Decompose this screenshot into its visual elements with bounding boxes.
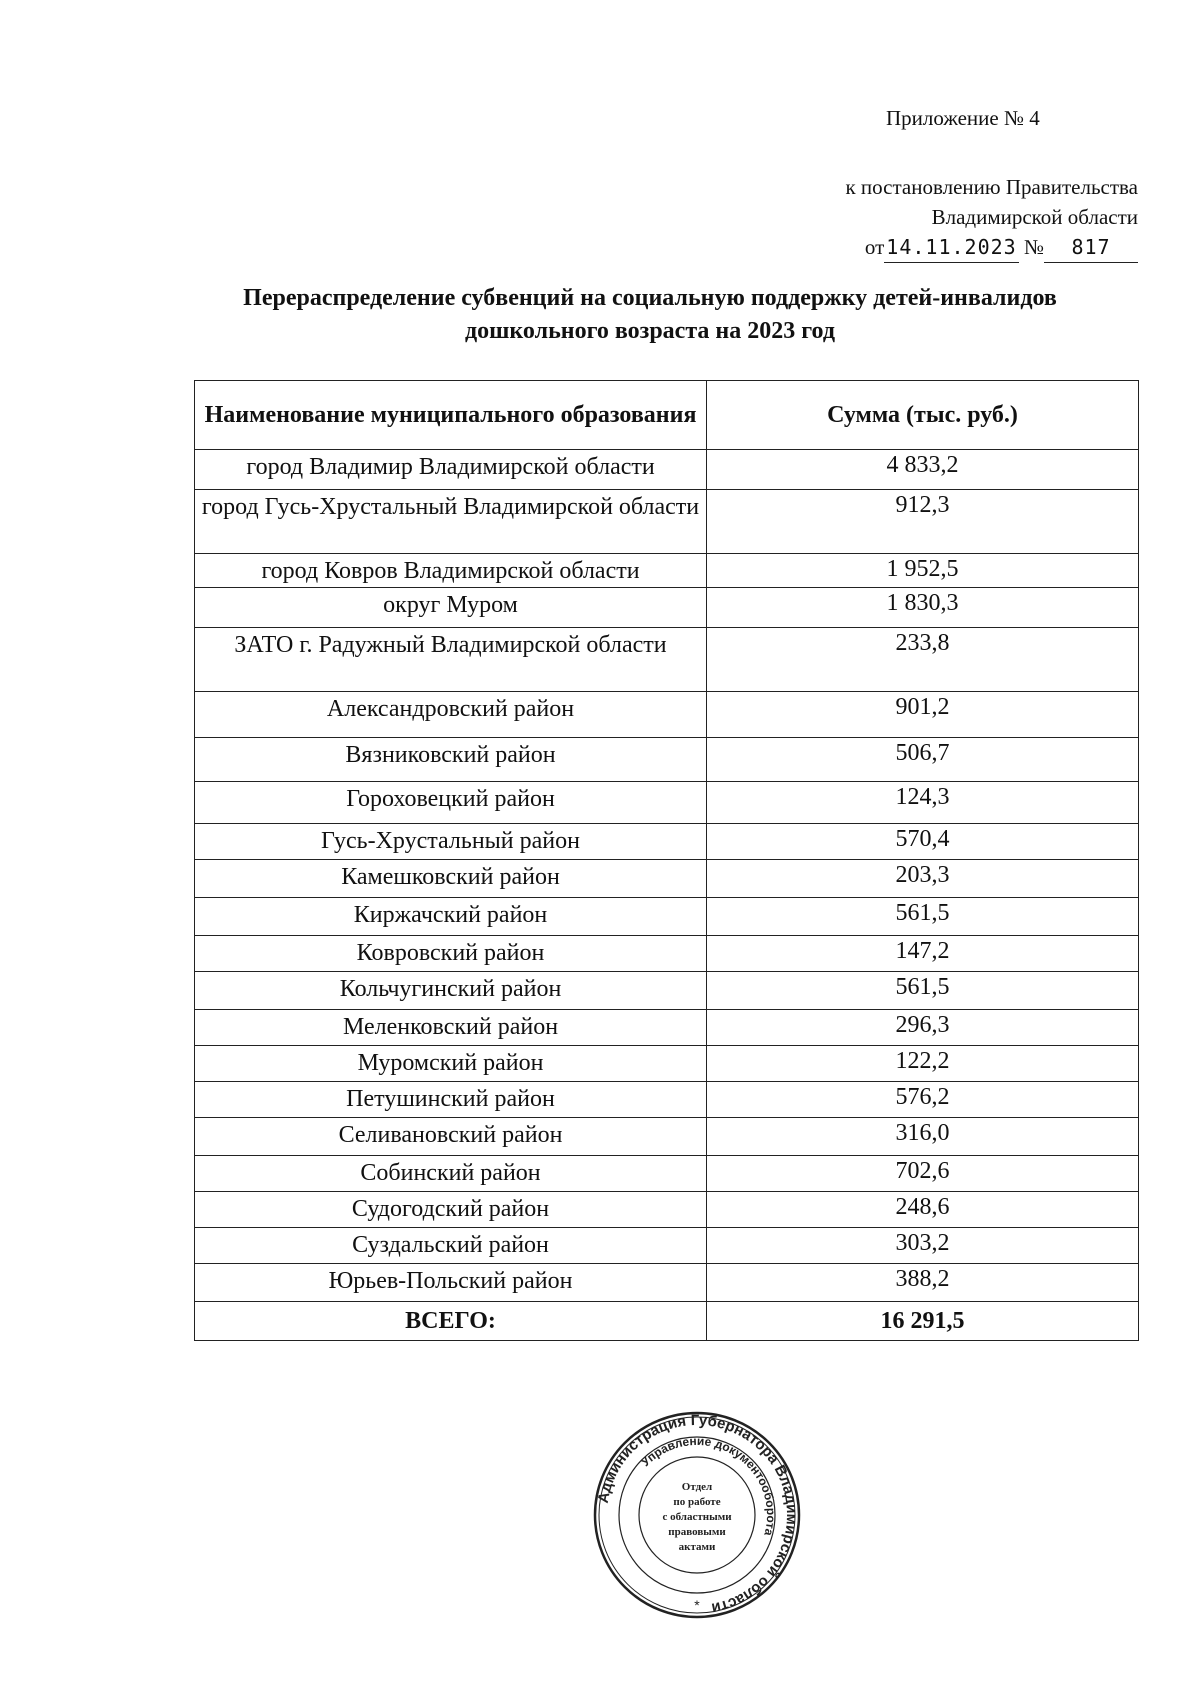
decree-line-2: Владимирской области xyxy=(931,205,1138,229)
table-row xyxy=(195,1046,1139,1082)
municipality-name: Александровский район xyxy=(195,692,707,738)
table-row xyxy=(195,972,1139,1010)
municipality-name: Юрьев-Польский район xyxy=(195,1264,707,1302)
municipality-name: ЗАТО г. Радужный Владимирской области xyxy=(195,628,707,692)
stamp-star: * xyxy=(694,1597,700,1613)
decree-date: 14.11.2023 xyxy=(884,232,1018,263)
subsidy-table xyxy=(194,380,1139,1341)
municipality-name: Ковровский район xyxy=(195,936,707,972)
subsidy-amount: 4 833,2 xyxy=(707,450,1139,490)
subsidy-amount: 296,3 xyxy=(707,1010,1139,1046)
table-row xyxy=(195,1264,1139,1302)
subsidy-amount: 147,2 xyxy=(707,936,1139,972)
table-row xyxy=(195,782,1139,824)
table-row xyxy=(195,490,1139,554)
stamp-center-line-5: актами xyxy=(678,1541,716,1553)
stamp-center-line-3: с областными xyxy=(662,1511,732,1523)
table-row xyxy=(195,450,1139,490)
decree-date-line xyxy=(760,232,1138,263)
table-row xyxy=(195,692,1139,738)
table-row xyxy=(195,554,1139,588)
municipality-name: Селивановский район xyxy=(195,1118,707,1156)
municipality-name: Меленковский район xyxy=(195,1010,707,1046)
table-row xyxy=(195,628,1139,692)
subsidy-amount: 233,8 xyxy=(707,628,1139,692)
table-row xyxy=(195,898,1139,936)
subsidy-amount: 912,3 xyxy=(707,490,1139,554)
table-row xyxy=(195,936,1139,972)
table-body xyxy=(195,450,1139,1302)
municipality-name: Гороховецкий район xyxy=(195,782,707,824)
table-row xyxy=(195,860,1139,898)
municipality-name: Кольчугинский район xyxy=(195,972,707,1010)
title-line-2: дошкольного возраста на 2023 год xyxy=(465,318,835,344)
table-row xyxy=(195,738,1139,782)
municipality-name: Суздальский район xyxy=(195,1228,707,1264)
municipality-name: Петушинский район xyxy=(195,1082,707,1118)
subsidy-amount: 124,3 xyxy=(707,782,1139,824)
table-row xyxy=(195,1118,1139,1156)
table-row xyxy=(195,588,1139,628)
total-row xyxy=(195,1302,1139,1341)
appendix-label: Приложение № 4 xyxy=(886,106,1040,130)
column-header-name: Наименование муниципального образования xyxy=(195,381,707,450)
date-prefix: от xyxy=(864,235,885,259)
decree-line-1: к постановлению Правительства xyxy=(845,175,1138,199)
table-row xyxy=(195,1192,1139,1228)
municipality-name: округ Муром xyxy=(195,588,707,628)
table-row xyxy=(195,1228,1139,1264)
document-title xyxy=(160,282,1140,348)
column-header-sum: Сумма (тыс. руб.) xyxy=(707,381,1139,450)
stamp-center-line-1: Отдел xyxy=(681,1481,713,1493)
subsidy-amount: 576,2 xyxy=(707,1082,1139,1118)
subsidy-amount: 248,6 xyxy=(707,1192,1139,1228)
municipality-name: Камешковский район xyxy=(195,860,707,898)
decree-reference xyxy=(760,172,1138,263)
total-value: 16 291,5 xyxy=(707,1302,1139,1341)
subsidy-amount: 561,5 xyxy=(707,972,1139,1010)
stamp-inner-text: Управление документооборота xyxy=(638,1433,779,1538)
municipality-name: Муромский район xyxy=(195,1046,707,1082)
subsidy-amount: 901,2 xyxy=(707,692,1139,738)
subsidy-amount: 1 830,3 xyxy=(707,588,1139,628)
table-row xyxy=(195,1156,1139,1192)
table-row xyxy=(195,824,1139,860)
decree-number: 817 xyxy=(1044,232,1138,263)
subsidy-amount: 388,2 xyxy=(707,1264,1139,1302)
table-row xyxy=(195,1082,1139,1118)
title-line-1: Перераспределение субвенций на социальную поддержку детей-инвалидов xyxy=(243,285,1057,311)
municipality-name: Киржачский район xyxy=(195,898,707,936)
subsidy-amount: 316,0 xyxy=(707,1118,1139,1156)
official-stamp xyxy=(592,1410,802,1620)
stamp-center-line-2: по работе xyxy=(673,1496,721,1508)
table-header-row xyxy=(195,381,1139,450)
subsidy-amount: 702,6 xyxy=(707,1156,1139,1192)
subsidy-amount: 1 952,5 xyxy=(707,554,1139,588)
municipality-name: город Гусь-Хрустальный Владимирской области xyxy=(195,490,707,554)
subsidy-amount: 506,7 xyxy=(707,738,1139,782)
stamp-outer-text: Администрация Губернатора Владимирской области xyxy=(594,1411,801,1617)
subsidy-amount: 122,2 xyxy=(707,1046,1139,1082)
stamp-center-line-4: правовыми xyxy=(668,1526,726,1538)
municipality-name: Собинский район xyxy=(195,1156,707,1192)
municipality-name: город Ковров Владимирской области xyxy=(195,554,707,588)
municipality-name: Гусь-Хрустальный район xyxy=(195,824,707,860)
number-prefix: № xyxy=(1023,235,1044,259)
municipality-name: Судогодский район xyxy=(195,1192,707,1228)
subsidy-amount: 303,2 xyxy=(707,1228,1139,1264)
municipality-name: город Владимир Владимирской области xyxy=(195,450,707,490)
subsidy-amount: 203,3 xyxy=(707,860,1139,898)
subsidy-amount: 570,4 xyxy=(707,824,1139,860)
total-label: ВСЕГО: xyxy=(195,1302,707,1341)
table-row xyxy=(195,1010,1139,1046)
municipality-name: Вязниковский район xyxy=(195,738,707,782)
subsidy-amount: 561,5 xyxy=(707,898,1139,936)
